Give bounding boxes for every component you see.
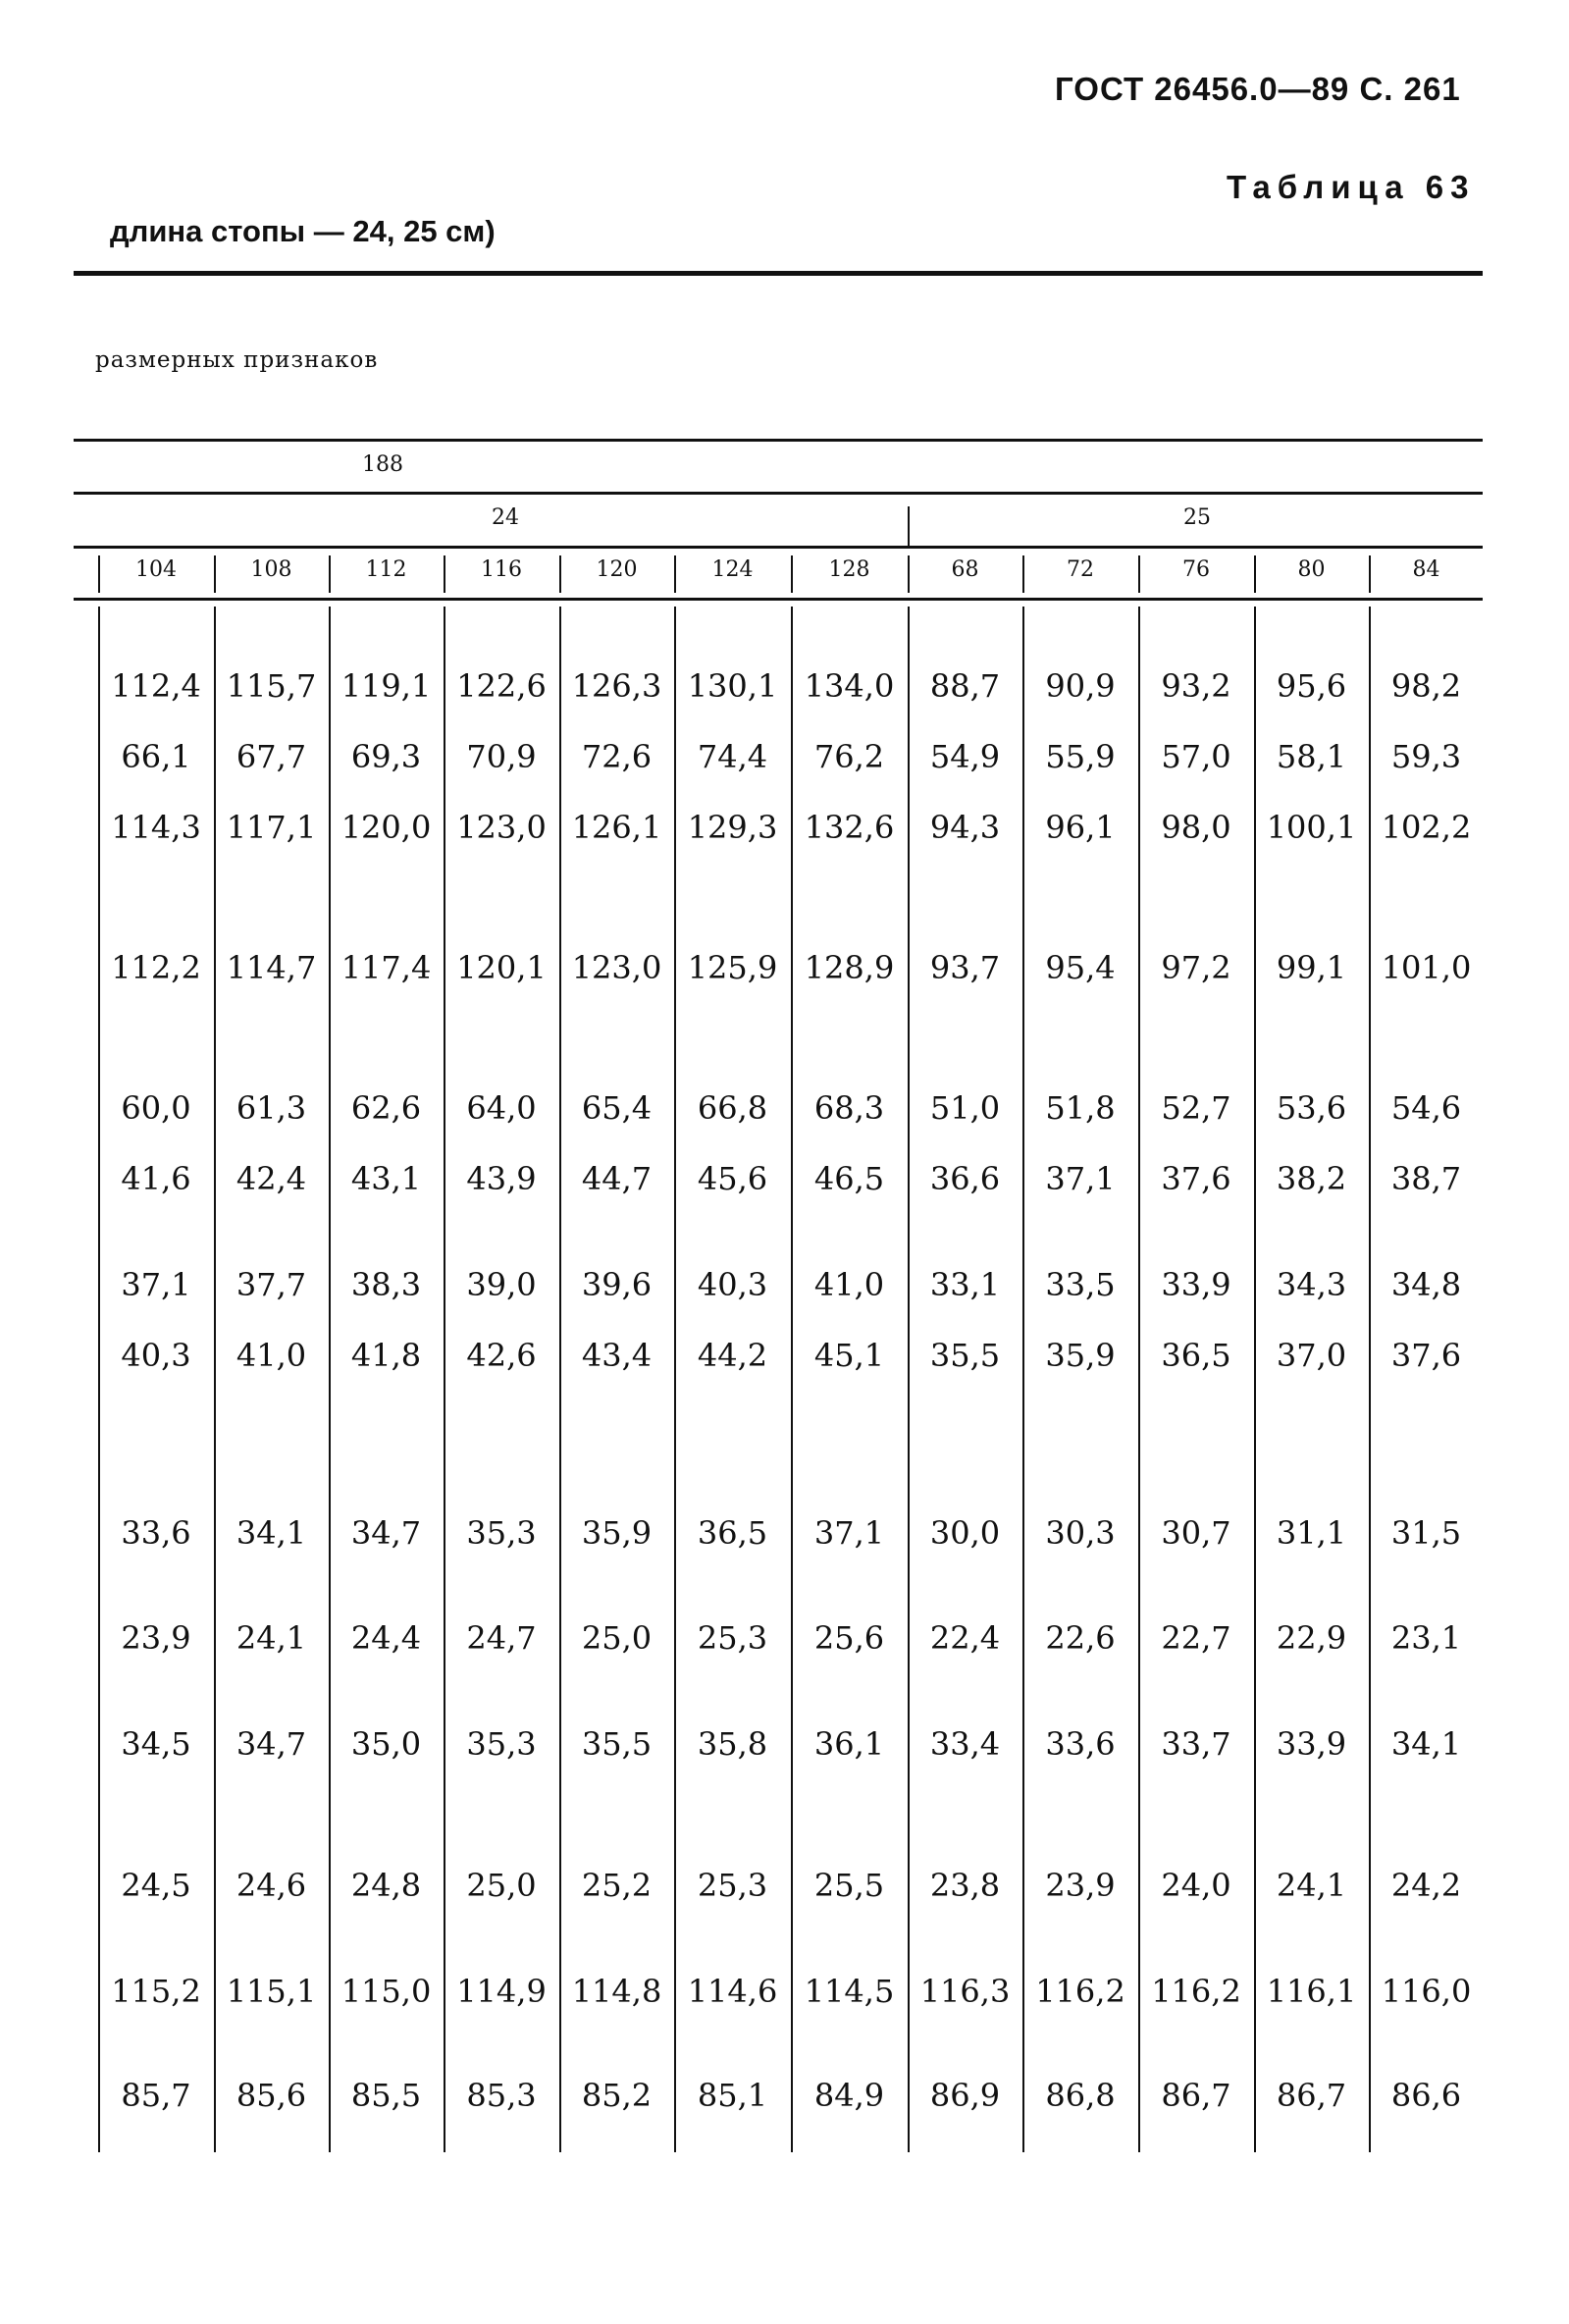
table-cell: 34,7 — [350, 1514, 422, 1552]
table-cell: 114,3 — [111, 809, 201, 846]
table-cell: 95,6 — [1276, 667, 1347, 705]
table-cell: 76,2 — [813, 738, 885, 775]
table-cell: 122,6 — [456, 667, 547, 705]
column-header: 68 — [951, 557, 979, 582]
table-cell: 37,6 — [1161, 1160, 1231, 1197]
table-cell: 43,4 — [581, 1337, 653, 1374]
table-cell: 51,0 — [929, 1089, 1001, 1127]
table-cell: 86,7 — [1276, 2077, 1347, 2114]
table-cell: 67,7 — [235, 738, 307, 775]
table-cell: 86,8 — [1045, 2077, 1116, 2114]
group-heading-188: 188 — [362, 452, 403, 477]
table-cell: 37,1 — [1045, 1160, 1116, 1197]
header-rule — [74, 598, 1483, 601]
foot-length-caption: длина стопы — 24, 25 см) — [110, 214, 496, 248]
table-cell: 33,9 — [1276, 1725, 1347, 1763]
table-cell: 36,5 — [697, 1514, 768, 1552]
table-cell: 44,2 — [697, 1337, 768, 1374]
table-cell: 58,1 — [1276, 738, 1347, 775]
table-cell: 69,3 — [350, 738, 422, 775]
table-cell: 24,7 — [466, 1619, 537, 1657]
table-cell: 39,6 — [581, 1266, 653, 1303]
table-cell: 123,0 — [456, 809, 547, 846]
table-cell: 37,6 — [1390, 1337, 1462, 1374]
table-cell: 60,0 — [121, 1089, 191, 1127]
table-cell: 22,9 — [1276, 1619, 1347, 1657]
table-cell: 70,9 — [466, 738, 537, 775]
table-cell: 98,0 — [1161, 809, 1231, 846]
table-cell: 72,6 — [581, 738, 653, 775]
column-header: 84 — [1412, 557, 1440, 582]
table-cell: 22,6 — [1045, 1619, 1116, 1657]
table-cell: 35,5 — [929, 1337, 1001, 1374]
table-cell: 112,4 — [111, 667, 201, 705]
table-cell: 117,1 — [226, 809, 317, 846]
table-cell: 45,6 — [697, 1160, 768, 1197]
table-cell: 37,1 — [121, 1266, 191, 1303]
table-cell: 44,7 — [581, 1160, 653, 1197]
table-cell: 24,6 — [235, 1867, 307, 1904]
table-cell: 85,6 — [235, 2077, 307, 2114]
table-cell: 33,7 — [1161, 1725, 1231, 1763]
table-cell: 53,6 — [1276, 1089, 1347, 1127]
header-rule — [74, 492, 1483, 495]
table-cell: 85,2 — [581, 2077, 653, 2114]
table-cell: 102,2 — [1381, 809, 1472, 846]
table-cell: 65,4 — [581, 1089, 653, 1127]
table-cell: 54,9 — [929, 738, 1001, 775]
table-cell: 35,5 — [581, 1725, 653, 1763]
table-cell: 35,9 — [581, 1514, 653, 1552]
table-cell: 31,5 — [1390, 1514, 1462, 1552]
table-cell: 116,0 — [1381, 1973, 1472, 2010]
group-heading-25: 25 — [1183, 505, 1211, 530]
table-cell: 93,7 — [929, 949, 1001, 986]
table-cell: 30,7 — [1161, 1514, 1231, 1552]
column-header: 72 — [1067, 557, 1094, 582]
table-cell: 52,7 — [1161, 1089, 1231, 1127]
table-cell: 33,6 — [121, 1514, 191, 1552]
table-cell: 36,5 — [1161, 1337, 1231, 1374]
table-cell: 23,9 — [121, 1619, 191, 1657]
table-cell: 35,3 — [466, 1514, 537, 1552]
table-cell: 86,9 — [929, 2077, 1001, 2114]
table-cell: 66,1 — [121, 738, 191, 775]
column-header: 76 — [1182, 557, 1210, 582]
table-cell: 97,2 — [1161, 949, 1231, 986]
table-cell: 25,2 — [581, 1867, 653, 1904]
table-cell: 37,0 — [1276, 1337, 1347, 1374]
table-cell: 41,0 — [813, 1266, 885, 1303]
table-cell: 114,6 — [687, 1973, 778, 2010]
table-cell: 33,6 — [1045, 1725, 1116, 1763]
table-cell: 41,6 — [121, 1160, 191, 1197]
table-cell: 36,6 — [929, 1160, 1001, 1197]
table-cell: 45,1 — [813, 1337, 885, 1374]
table-cell: 37,7 — [235, 1266, 307, 1303]
table-cell: 46,5 — [813, 1160, 885, 1197]
table-cell: 101,0 — [1381, 949, 1472, 986]
table-cell: 129,3 — [687, 809, 778, 846]
table-cell: 115,2 — [111, 1973, 201, 2010]
table-cell: 34,7 — [235, 1725, 307, 1763]
table-cell: 41,0 — [235, 1337, 307, 1374]
table-cell: 24,4 — [350, 1619, 422, 1657]
table-cell: 116,2 — [1035, 1973, 1125, 2010]
table-cell: 43,9 — [466, 1160, 537, 1197]
table-cell: 86,7 — [1161, 2077, 1231, 2114]
table-cell: 39,0 — [466, 1266, 537, 1303]
table-cell: 23,9 — [1045, 1867, 1116, 1904]
table-cell: 22,4 — [929, 1619, 1001, 1657]
table-cell: 35,8 — [697, 1725, 768, 1763]
table-cell: 40,3 — [697, 1266, 768, 1303]
table-cell: 85,5 — [350, 2077, 422, 2114]
table-cell: 112,2 — [111, 949, 201, 986]
table-cell: 115,7 — [226, 667, 317, 705]
table-cell: 59,3 — [1390, 738, 1462, 775]
table-cell: 25,6 — [813, 1619, 885, 1657]
table-cell: 25,0 — [581, 1619, 653, 1657]
table-cell: 114,8 — [571, 1973, 662, 2010]
table-cell: 68,3 — [813, 1089, 885, 1127]
table-cell: 33,5 — [1045, 1266, 1116, 1303]
column-header: 120 — [596, 557, 638, 582]
header-rule — [74, 439, 1483, 442]
table-cell: 120,0 — [340, 809, 432, 846]
table-cell: 123,0 — [571, 949, 662, 986]
standard-header: ГОСТ 26456.0—89 С. 261 — [1055, 71, 1461, 107]
table-cell: 38,7 — [1390, 1160, 1462, 1197]
table-cell: 126,3 — [571, 667, 662, 705]
table-cell: 125,9 — [687, 949, 778, 986]
table-cell: 66,8 — [697, 1089, 768, 1127]
table-cell: 30,3 — [1045, 1514, 1116, 1552]
table-cell: 85,7 — [121, 2077, 191, 2114]
table-cell: 61,3 — [235, 1089, 307, 1127]
table-cell: 34,1 — [1390, 1725, 1462, 1763]
table-cell: 38,3 — [350, 1266, 422, 1303]
column-header: 124 — [711, 557, 754, 582]
table-cell: 42,6 — [466, 1337, 537, 1374]
table-cell: 24,0 — [1161, 1867, 1231, 1904]
table-cell: 85,3 — [466, 2077, 537, 2114]
table-cell: 33,9 — [1161, 1266, 1231, 1303]
table-cell: 114,5 — [804, 1973, 895, 2010]
table-cell: 100,1 — [1266, 809, 1357, 846]
table-cell: 115,0 — [340, 1973, 432, 2010]
group-divider — [908, 506, 910, 546]
table-cell: 132,6 — [804, 809, 895, 846]
table-cell: 33,1 — [929, 1266, 1001, 1303]
table-cell: 116,1 — [1266, 1973, 1357, 2010]
table-cell: 35,0 — [350, 1725, 422, 1763]
table-cell: 119,1 — [340, 667, 432, 705]
table-cell: 30,0 — [929, 1514, 1001, 1552]
table-cell: 115,1 — [226, 1973, 317, 2010]
table-cell: 25,3 — [697, 1867, 768, 1904]
group-heading-24: 24 — [492, 505, 519, 530]
table-cell: 40,3 — [121, 1337, 191, 1374]
column-header: 80 — [1297, 557, 1326, 582]
table-cell: 98,2 — [1390, 667, 1462, 705]
table-cell: 90,9 — [1045, 667, 1116, 705]
table-cell: 24,2 — [1390, 1867, 1462, 1904]
table-cell: 34,1 — [235, 1514, 307, 1552]
table-cell: 34,3 — [1276, 1266, 1347, 1303]
table-cell: 96,1 — [1045, 809, 1116, 846]
table-cell: 93,2 — [1161, 667, 1231, 705]
table-cell: 117,4 — [340, 949, 432, 986]
column-header: 128 — [828, 557, 870, 582]
table-cell: 37,1 — [813, 1514, 885, 1552]
table-cell: 84,9 — [813, 2077, 885, 2114]
table-cell: 24,5 — [121, 1867, 191, 1904]
table-cell: 33,4 — [929, 1725, 1001, 1763]
table-cell: 41,8 — [350, 1337, 422, 1374]
table-label: Таблица 63 — [1227, 169, 1476, 205]
table-cell: 86,6 — [1390, 2077, 1462, 2114]
table-cell: 55,9 — [1045, 738, 1116, 775]
table-cell: 74,4 — [697, 738, 768, 775]
table-cell: 114,7 — [226, 949, 317, 986]
table-cell: 24,8 — [350, 1867, 422, 1904]
table-cell: 134,0 — [804, 667, 895, 705]
table-cell: 24,1 — [235, 1619, 307, 1657]
table-cell: 42,4 — [235, 1160, 307, 1197]
table-cell: 36,1 — [813, 1725, 885, 1763]
table-cell: 114,9 — [456, 1973, 547, 2010]
table-cell: 38,2 — [1276, 1160, 1347, 1197]
title-rule — [74, 271, 1483, 276]
table-cell: 62,6 — [350, 1089, 422, 1127]
table-cell: 54,6 — [1390, 1089, 1462, 1127]
table-cell: 34,5 — [121, 1725, 191, 1763]
table-cell: 24,1 — [1276, 1867, 1347, 1904]
table-cell: 22,7 — [1161, 1619, 1231, 1657]
table-cell: 23,1 — [1390, 1619, 1462, 1657]
table-cell: 95,4 — [1045, 949, 1116, 986]
table-cell: 35,3 — [466, 1725, 537, 1763]
column-header: 112 — [365, 557, 407, 582]
table-cell: 88,7 — [929, 667, 1001, 705]
table-cell: 43,1 — [350, 1160, 422, 1197]
column-header: 116 — [481, 557, 522, 582]
table-cell: 85,1 — [697, 2077, 768, 2114]
table-cell: 116,2 — [1151, 1973, 1241, 2010]
table-cell: 23,8 — [929, 1867, 1001, 1904]
table-cell: 51,8 — [1045, 1089, 1116, 1127]
table-cell: 128,9 — [804, 949, 895, 986]
table-cell: 120,1 — [456, 949, 547, 986]
table-cell: 116,3 — [919, 1973, 1011, 2010]
header-rule — [74, 546, 1483, 549]
table-cell: 130,1 — [687, 667, 778, 705]
table-cell: 94,3 — [929, 809, 1001, 846]
column-header: 104 — [135, 557, 177, 582]
column-header: 108 — [250, 557, 292, 582]
table-cell: 57,0 — [1161, 738, 1231, 775]
subtitle: размерных признаков — [95, 347, 379, 373]
table-cell: 25,3 — [697, 1619, 768, 1657]
table-cell: 99,1 — [1276, 949, 1347, 986]
table-cell: 126,1 — [571, 809, 662, 846]
table-cell: 35,9 — [1045, 1337, 1116, 1374]
table-cell: 31,1 — [1276, 1514, 1347, 1552]
table-cell: 25,5 — [813, 1867, 885, 1904]
table-cell: 34,8 — [1390, 1266, 1462, 1303]
table-cell: 25,0 — [466, 1867, 537, 1904]
table-cell: 64,0 — [466, 1089, 537, 1127]
